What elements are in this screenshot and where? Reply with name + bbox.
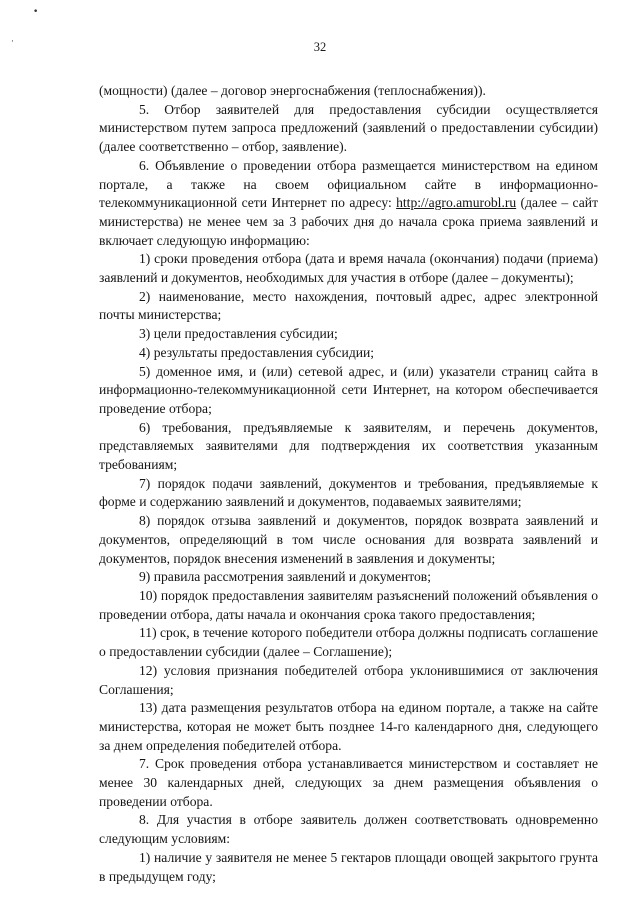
document-body [99, 82, 598, 886]
list-item: 12) условия признания победителей отбора уклонившимися от заключения Соглашения; [99, 662, 598, 697]
paragraph-with-link [99, 157, 598, 251]
list-item: 1) сроки проведения отбора (дата и время начала (окончания) подачи (приема) заявлений и документов, необходимых для участия в отборе (далее – документы); [99, 251, 598, 286]
list-item: 2) наименование, место нахождения, почтовый адрес, адрес электронной почты министерства; [99, 288, 598, 323]
paragraph: 8. Для участия в отборе заявитель должен соответствовать одновременно следующим условиям: [99, 812, 598, 847]
list-item: 7) порядок подачи заявлений, документов и требования, предъявляемые к форме и содержанию заявлений и документов, подаваемых заявителями; [99, 475, 598, 510]
paragraph: 7. Срок проведения отбора устанавливается министерством и составляет не менее 30 календарных дней, следующих за днем размещения объявления о проведении отбора. [99, 756, 598, 809]
list-item: 1) наличие у заявителя не менее 5 гектаров площади овощей закрытого грунта в предыдущем году; [99, 849, 598, 884]
list-item: 3) цели предоставления субсидии; [139, 326, 338, 342]
paragraph-text: 6. Объявление о проведении отбора размещается министерством на едином портале, а также на своем официальном сайте в информационно-телекоммуникационной сети Интернет по адресу: [99, 157, 598, 211]
list-item: 10) порядок предоставления заявителям разъяснений положений объявления о проведении отбора, даты начала и окончания срока такого предоставления; [99, 587, 598, 622]
list-item: 6) требования, предъявляемые к заявителям, и перечень документов, представляемых заявителями для подтверждения их соответствия указанным требованиям; [99, 419, 598, 473]
scan-mark: · [11, 37, 14, 47]
ministry-site-link[interactable]: http://agro.amurobl.ru [396, 195, 517, 211]
list-item: 5) доменное имя, и (или) сетевой адрес, и (или) указатели страниц сайта в информационно-телекоммуникационной сети Интернет, на котором обеспечивается проведение отбора; [99, 363, 598, 416]
list-item: 4) результаты предоставления субсидии; [139, 344, 375, 360]
scan-mark: • [33, 7, 39, 17]
paragraph: (мощности) (далее – договор энергоснабжения (теплоснабжения)). [99, 83, 486, 98]
list-item: 11) срок, в течение которого победители отбора должны подписать соглашение о предоставлении субсидии (далее – Соглашение); [99, 625, 598, 660]
list-item: 13) дата размещения результатов отбора на едином портале, а также на сайте министерства, которая не может быть позднее 14-го календарного дня, следующего за днем определения победителей отбора. [99, 700, 598, 753]
list-item: 9) правила рассмотрения заявлений и документов; [139, 569, 432, 585]
paragraph: 5. Отбор заявителей для предоставления субсидии осуществляется министерством путем запроса предложений (заявлений о предоставлении субсидии) (далее соответственно – отбор, заявление). [99, 101, 598, 155]
page-number: 32 [313, 40, 327, 54]
paragraph-text: (далее – сайт министерства) не менее чем за 3 рабочих дня до начала срока приема заявлений и включает следующую информацию: [99, 195, 599, 248]
list-item: 8) порядок отзыва заявлений и документов, порядок возврата заявлений и документов, определяющий в том числе основания для возврата заявлений и документов, порядок внесения изменений в заявления и документы; [99, 513, 598, 566]
